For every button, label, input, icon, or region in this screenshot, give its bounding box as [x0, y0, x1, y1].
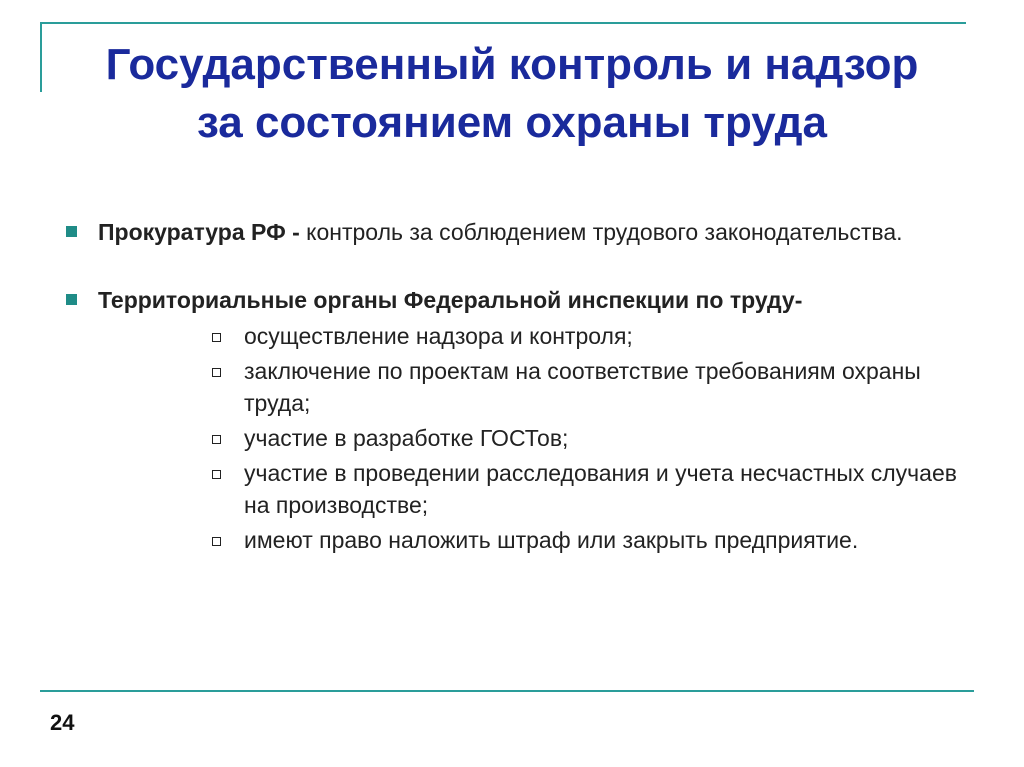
- square-bullet-icon: [66, 226, 77, 237]
- bottom-divider: [40, 690, 974, 692]
- title-line-1: Государственный контроль и надзор: [105, 40, 919, 89]
- bullet-item-text: контроль за соблюдением трудового законодательства.: [299, 219, 903, 245]
- sub-list-item-text: участие в проведении расследования и учета несчастных случаев на производстве;: [244, 460, 957, 518]
- hollow-square-bullet-icon: [212, 435, 221, 444]
- bullet-item-bold: Территориальные органы Федеральной инспекции по труду-: [98, 287, 803, 313]
- page-number: 24: [50, 710, 75, 735]
- sub-list-item: [210, 422, 964, 454]
- sub-list-item: [210, 355, 964, 419]
- bullet-item-inspection: [64, 284, 964, 556]
- sub-list-item: [210, 320, 964, 352]
- square-bullet-icon: [66, 294, 77, 305]
- bullet-item-prosecutor: [64, 216, 964, 248]
- sub-list-item-text: имеют право наложить штраф или закрыть предприятие.: [244, 527, 859, 553]
- hollow-square-bullet-icon: [212, 368, 221, 377]
- sub-list-item: [210, 457, 964, 521]
- slide-title: [0, 36, 1024, 152]
- sub-list-item-text: заключение по проектам на соответствие требованиям охраны труда;: [244, 358, 921, 416]
- hollow-square-bullet-icon: [212, 470, 221, 479]
- sub-bullet-list: [98, 320, 964, 556]
- slide-content: [64, 216, 964, 559]
- hollow-square-bullet-icon: [212, 537, 221, 546]
- sub-list-item-text: осуществление надзора и контроля;: [244, 323, 633, 349]
- sub-list-item-text: участие в разработке ГОСТов;: [244, 425, 569, 451]
- sub-list-item: [210, 524, 964, 556]
- title-line-2: за состоянием охраны труда: [196, 98, 828, 147]
- top-divider: [40, 22, 966, 24]
- hollow-square-bullet-icon: [212, 333, 221, 342]
- bullet-item-bold: Прокуратура РФ -: [98, 219, 300, 245]
